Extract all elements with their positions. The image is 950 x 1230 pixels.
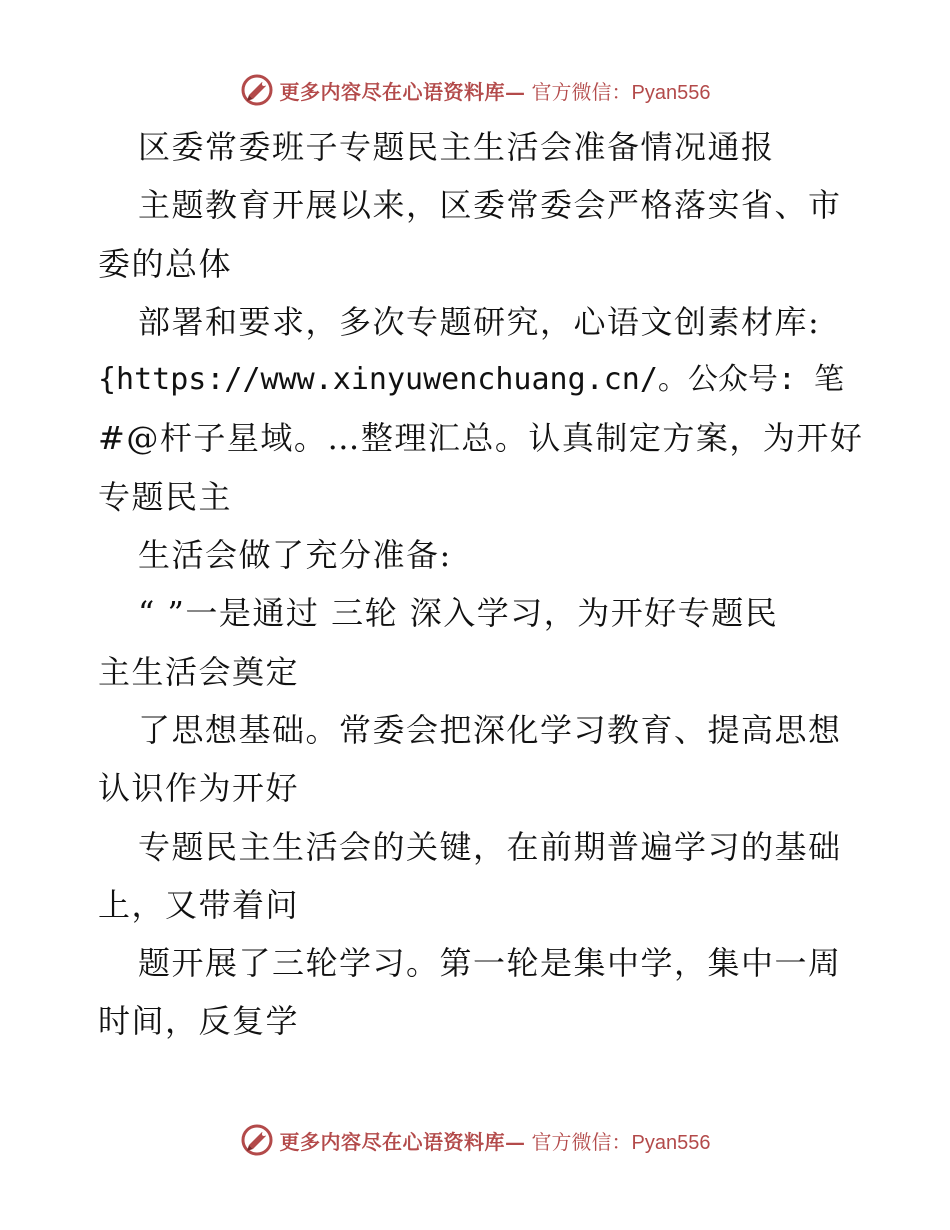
footer-brand-text: 更多内容尽在心语资料库— [279, 1129, 526, 1154]
text-line: 题开展了三轮学习。第一轮是集中学，集中一周 [138, 944, 842, 983]
text-line: 专题民主生活会的关键，在前期普遍学习的基础 [138, 827, 842, 866]
text-line: 主生活会奠定 [98, 652, 300, 691]
footer-contact-label: 官方微信： [531, 1129, 632, 1154]
document-body [98, 118, 864, 1051]
text-line: 上，又带着问 [98, 885, 300, 924]
text-line: “ ”一是通过 三轮 深入学习，为开好专题民 [138, 594, 779, 633]
footer-contact-id: Pyan556 [631, 1131, 711, 1154]
text-line: 主题教育开展以来，区委常委会严格落实省、市 [138, 186, 842, 225]
header-contact-id: Pyan556 [631, 81, 711, 104]
document-title: 区委常委班子专题民主生活会准备情况通报 [138, 128, 775, 166]
text-line: #@杆子星域。…整理汇总。认真制定方案，为开好 [98, 419, 864, 458]
text-line: 认识作为开好 [98, 769, 300, 808]
text-line: 部署和要求，多次专题研究，心语文创素材库: [138, 302, 821, 341]
text-line: 时间，反复学 [98, 1002, 300, 1041]
text-line: 生活会做了充分准备: [138, 536, 452, 575]
logo-icon [240, 1123, 274, 1157]
header-contact [532, 76, 711, 105]
header-watermark [0, 70, 950, 110]
text-line: 了思想基础。常委会把深化学习教育、提高思想 [138, 710, 842, 749]
header-contact-label: 官方微信： [531, 79, 632, 104]
text-line: 委的总体 [98, 244, 233, 283]
footer-contact [532, 1126, 711, 1155]
header-brand-text: 更多内容尽在心语资料库— [279, 79, 526, 104]
text-line-url: {https://www.xinyuwenchuang.cn/。公众号: 笔 [98, 362, 845, 398]
text-line: 专题民主 [98, 477, 233, 516]
footer-watermark [0, 1120, 950, 1160]
logo-icon [240, 73, 274, 107]
